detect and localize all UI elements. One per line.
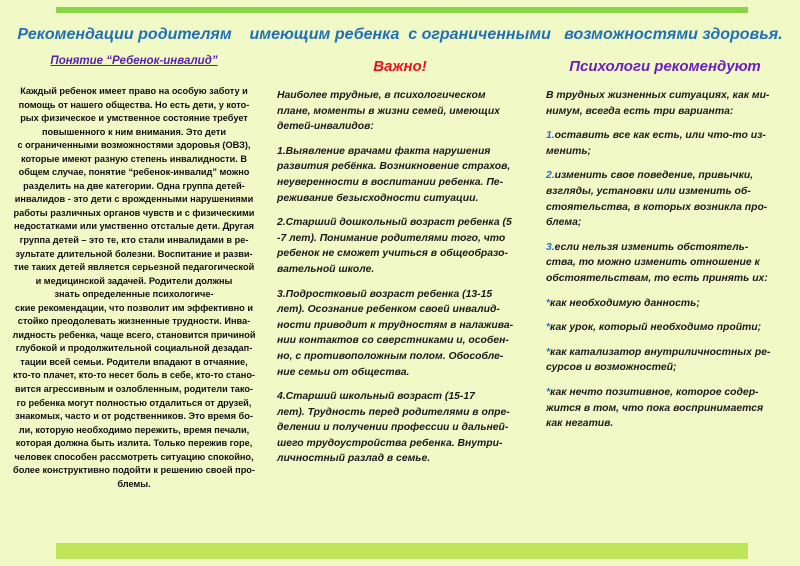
paragraph-gap — [277, 135, 533, 144]
paragraph-gap — [546, 336, 796, 345]
column1-line: и медицинской задачей. Родители должны — [35, 275, 233, 286]
column2-line: развития ребёнка. Возникновение страхов, — [277, 161, 511, 173]
column2-text — [277, 88, 533, 467]
column3-heading: Психологи рекомендуют — [569, 58, 761, 75]
paragraph-gap — [546, 376, 796, 385]
column2-line: личностный разлад в семье. — [277, 453, 431, 465]
paragraph-gap — [546, 287, 796, 296]
column1-line: зультате длительной болезни. Воспитание и разви- — [15, 248, 253, 259]
option-text: если нельзя изменить обстоятель- — [554, 241, 749, 253]
column1-line: тие таких детей является серьезной педагогической — [13, 262, 255, 273]
column3-text — [546, 88, 796, 432]
column3-bullet-line — [546, 416, 796, 432]
column1-line: работы различных органов чувств и с физическими — [13, 207, 255, 218]
column1-line: более конструктивно подойти к решению своей про- — [13, 465, 255, 476]
paragraph-gap — [546, 159, 796, 168]
bullet-asterisk: * — [546, 346, 551, 358]
column3-bullet-line — [546, 385, 796, 401]
paragraph-gap — [546, 231, 796, 240]
column3-option-line — [546, 271, 796, 287]
column1-line: разделить на две категории. Одна группа детей- — [23, 180, 245, 191]
column1-line: инвалидов - это дети с врожденными нарушениями — [14, 194, 254, 205]
column3-option-line — [546, 200, 796, 216]
option-text: блема; — [546, 217, 582, 229]
column1-line: которые имеют разную степень инвалидности. В — [21, 153, 247, 164]
option-number: 2. — [546, 170, 555, 182]
column2-heading: Важно! — [373, 58, 427, 75]
column2-line: -7 лет). Понимание родителями того, что — [277, 232, 506, 244]
paragraph-gap — [546, 119, 796, 128]
option-text: стоятельства, в которых возникла про- — [546, 201, 768, 213]
column2-line: 4.Старший школьный возраст (15-17 — [277, 391, 475, 403]
bullet-asterisk: * — [546, 386, 551, 398]
bottom-decorative-bar — [56, 543, 748, 559]
option-number: 1. — [546, 130, 555, 142]
column1-line: ские рекомендации, что позволит им эффективно и — [15, 302, 253, 313]
column1-line: вится агрессивным и озлобленным, родители тако- — [14, 384, 254, 395]
paragraph-gap — [277, 380, 533, 389]
column2-line: шего трудоустройства ребенка. Внутри- — [277, 437, 503, 449]
column2-line: Наиболее трудные, в психологическом — [277, 90, 486, 101]
option-text: оставить все как есть, или что-то из- — [554, 130, 766, 142]
column2-line: делении и получении профессии и дальней- — [277, 422, 509, 434]
column3-bullet-line — [546, 345, 796, 361]
column1-line: го ребенка могут полностью отдалиться от друзей, — [16, 397, 252, 408]
column1-line: с ограниченными возможностями здоровья (ОВЗ), — [17, 140, 251, 151]
option-number: 3. — [546, 241, 555, 253]
column2-line: ности приводит к трудностям в налажива- — [277, 319, 514, 331]
option-text: изменить свое поведение, привычки, — [554, 170, 754, 182]
column2-line: лет). Осознание ребенком своей инвалид- — [277, 304, 500, 316]
option-text: обстоятельствам, то есть принять их: — [546, 272, 768, 284]
column1-line: повышенного к ним внимания. Это дети — [41, 126, 227, 137]
column1-line: общем случае, понятие “ребенок-инвалид” можно — [18, 167, 250, 178]
column1-line: блемы. — [117, 478, 151, 489]
paragraph-gap — [546, 311, 796, 320]
option-text: ства, то можно изменить отношение к — [546, 257, 760, 269]
column3-intro-line: нимум, всегда есть три варианта: — [546, 105, 734, 117]
column2-line: реживание безысходности ситуации. — [277, 192, 479, 204]
column3-intro-line: В трудных жизненных ситуациях, как ми- — [546, 90, 770, 101]
bullet-text: как нечто позитивное, которое содер- — [550, 386, 759, 398]
column3-bullet-line — [546, 360, 796, 376]
paragraph-gap — [277, 278, 533, 287]
bullet-text: жится в том, что пока воспринимается — [546, 402, 764, 414]
column2-line: 2.Старший дошкольный возраст ребенка (5 — [277, 217, 512, 229]
column2-line: ние семьи от общества. — [277, 366, 410, 378]
bullet-text: как необходимую данность; — [550, 297, 700, 309]
column1-line: рых физическое и умственное состояние требует — [20, 113, 248, 124]
column1-line: ли, которую необходимо пережить, время печали, — [18, 424, 250, 435]
column2-line: плане, моменты в жизни семей, имеющих — [277, 105, 500, 117]
column1-line: лидность ребенка, чаще всего, становится причиной — [12, 329, 256, 340]
column1-line: группа детей – это те, кто стали инвалидами в ре- — [19, 235, 249, 246]
paragraph-gap — [277, 206, 533, 215]
column1-line: тации всей семьи. Родители впадают в отчаяние, — [20, 356, 248, 367]
column2-line: детей-инвалидов: — [277, 121, 374, 133]
column2-line: неуверенности в воспитании ребенка. Пе- — [277, 176, 504, 188]
column3-bullet-line — [546, 320, 796, 336]
column3-option-line — [546, 255, 796, 271]
column1-line: знать определенные психологиче- — [54, 289, 214, 300]
bullet-text: как катализатор внутриличностных ре- — [550, 346, 771, 358]
column3-option-line — [546, 128, 796, 144]
option-text: менить; — [546, 145, 591, 157]
column2-line: ребенок не сможет учиться в общеобразо- — [277, 248, 508, 260]
bullet-asterisk: * — [546, 322, 551, 334]
option-text: взгляды, установки или изменить об- — [546, 185, 751, 197]
column3-bullet-line — [546, 296, 796, 312]
column1-line: Каждый ребенок имеет право на особую заботу и — [20, 86, 248, 96]
column2-line: но, с противоположным полом. Обособле- — [277, 350, 504, 362]
column1-line: кто-то плачет, кто-то несет боль в себе, кто-то стано- — [13, 370, 255, 381]
column2-line: лет). Трудность перед родителями в опре- — [277, 406, 510, 418]
column1-line: человек способен рассмотреть ситуацию спокойно, — [14, 451, 254, 462]
column1-line: которая должна быть излита. Только пережив горе, — [15, 438, 253, 449]
column3-option-line — [546, 240, 796, 256]
bullet-asterisk: * — [546, 297, 551, 309]
top-decorative-bar — [56, 7, 748, 13]
column1-line: знакомых, часто и от родственников. Это время бо- — [15, 411, 253, 422]
bullet-text: сурсов и возможностей; — [546, 362, 677, 374]
column2-line: нии контактов со сверстниками и, особен- — [277, 335, 509, 347]
column1-line: стойко преодолевать жизненные трудности. Инва- — [17, 316, 251, 327]
column1-text — [8, 85, 260, 491]
bullet-text: как негатив. — [546, 418, 614, 430]
bullet-text: как урок, который необходимо пройти; — [550, 322, 762, 334]
column3-option-line — [546, 184, 796, 200]
column2-line: 1.Выявление врачами факта нарушения — [277, 145, 491, 157]
column2-line: 3.Подростковый возраст ребенка (13-15 — [277, 288, 493, 300]
column1-line: недостатками или умственно отсталые дети. Другая — [13, 221, 255, 232]
column1-heading: Понятие “Ребенок-инвалид” — [50, 55, 218, 67]
column3-bullet-line — [546, 401, 796, 417]
column3-option-line — [546, 144, 796, 160]
column1-line: глубокой и продолжительной социальной дезадап- — [15, 343, 253, 354]
column1-line: помощь от нашего общества. Но есть дети, у кото- — [18, 99, 250, 110]
page-title: Рекомендации родителям имеющим ребенка с ограниченными возможностями здоровья. — [17, 26, 783, 43]
column3-option-line — [546, 168, 796, 184]
column2-line: вательной школе. — [277, 263, 375, 275]
column3-option-line — [546, 215, 796, 231]
